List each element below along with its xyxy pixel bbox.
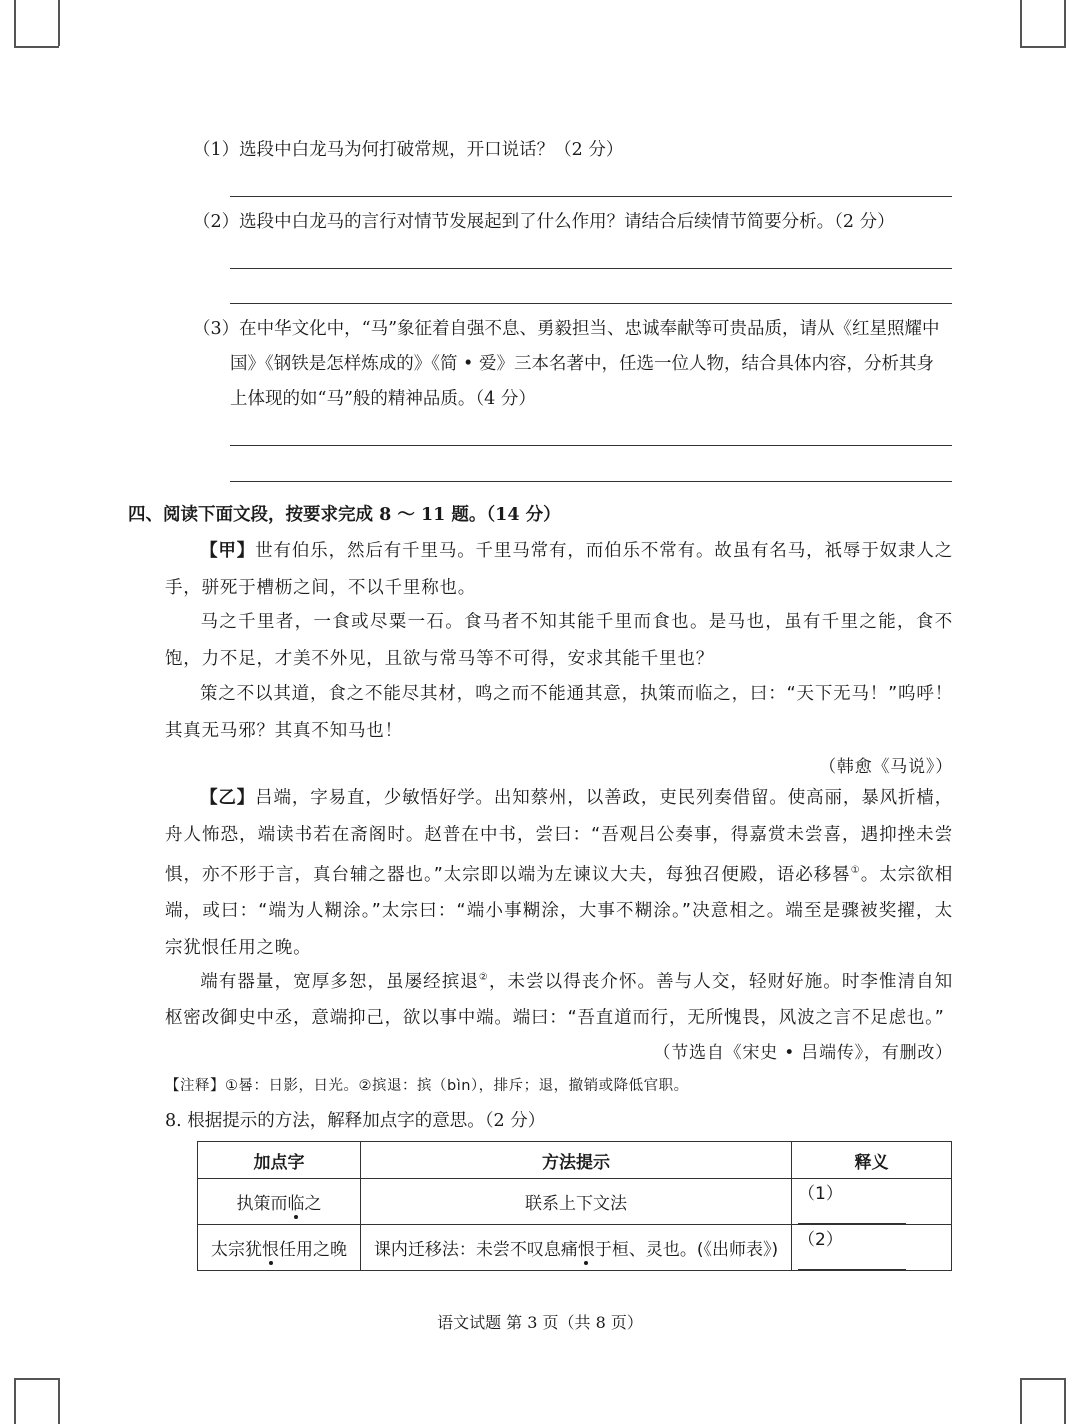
answer-line-3b[interactable] — [230, 481, 952, 482]
table-row — [198, 1179, 952, 1225]
dotted-char: 临 — [288, 1189, 305, 1214]
answer-blank-1[interactable] — [798, 1205, 906, 1224]
answer-line-3a[interactable] — [230, 445, 952, 446]
question-8-title: 8. 根据提示的方法，解释加点字的意思。（2 分） — [165, 1111, 546, 1131]
footnote-ref-1: ① — [850, 865, 861, 876]
question-3-line3: 上体现的如“马”般的精神品质。（4 分） — [230, 389, 536, 409]
passage-yi-p1: 【乙】吕端，字易直，少敏悟好学。出知蔡州，以善政，吏民列奏借留。使高丽，暴风折樯，舟人怖恐，端读书若在斋阁时。赵普在中书，尝曰：“吾观吕公奏事，得嘉赏未尝喜，遇抑挫未尝惧，亦不形于言，真台辅之器也。”太宗即以端为左谏议大夫，每独召便殿，语必移晷①。太宗欲相端，或曰：“端为人糊涂。”太宗曰：“端小事糊涂，大事不糊涂。”决意相之。端至是骤被奖擢，太宗犹恨任用之晚。 — [165, 788, 954, 958]
question-1: （1）选段中白龙马为何打破常规，开口说话？（2 分） — [193, 140, 624, 160]
crop-mark-top-right-v2 — [1064, 0, 1066, 46]
crop-mark-bottom-left-v — [58, 1378, 60, 1424]
passage-jia-p2: 马之千里者，一食或尽粟一石。食马者不知其能千里而食也。是马也，虽有千里之能，食不饱，力不足，才美不外见，且欲与常马等不可得，安求其能千里也？ — [165, 612, 953, 669]
row1-method: 联系上下文法 — [361, 1179, 792, 1225]
answer-blank-2[interactable] — [798, 1251, 906, 1270]
answer-line-1[interactable] — [230, 196, 952, 197]
crop-mark-top-left-v2 — [14, 0, 16, 46]
header-word: 加点字 — [198, 1142, 361, 1179]
page-footer: 语文试题 第 3 页（共 8 页） — [437, 1313, 643, 1332]
passage-yi-p2: 端有器量，宽厚多恕，虽屡经摈退②，未尝以得丧介怀。善与人交，轻财好施。时李惟清自知枢密改御史中丞，意端抑己，欲以事中端。端曰：“吾直道而行，无所愧畏，风波之言不足虑也。” — [165, 971, 954, 1029]
annotation-note: 【注释】①晷：日影，日光。②摈退：摈（bìn），排斥；退，撤销或降低官职。 — [165, 1078, 689, 1094]
passage-jia-source: （韩愈《马说》） — [819, 757, 953, 777]
row1-word: 执策而临之 — [198, 1179, 361, 1225]
question-3: （3）在中华文化中，“马”象征着自强不息、勇毅担当、忠诚奉献等可贵品质，请从《红星照耀中 — [193, 319, 940, 339]
passage-jia-p1: 【甲】世有伯乐，然后有千里马。千里马常有，而伯乐不常有。故虽有名马，祇辱于奴隶人之手，骈死于槽枥之间，不以千里称也。 — [165, 541, 953, 598]
table-row — [198, 1225, 952, 1271]
question-8-table — [197, 1141, 952, 1271]
crop-mark-bottom-right-v — [1020, 1378, 1022, 1424]
question-3-line2: 国》《钢铁是怎样炼成的》《简 • 爱》三本名著中，任选一位人物，结合具体内容，分析其身 — [230, 354, 934, 374]
crop-mark-bottom-left-v2 — [14, 1378, 16, 1424]
dotted-char: 恨 — [578, 1235, 595, 1260]
crop-mark-top-right-v — [1020, 0, 1022, 46]
row2-word: 太宗犹恨任用之晚 — [198, 1225, 361, 1271]
crop-mark-top-right-h — [1020, 46, 1066, 48]
crop-mark-bottom-right-h — [1020, 1378, 1066, 1380]
passage-jia-label: 【甲】 — [200, 541, 256, 561]
passage-yi-source: （节选自《宋史 • 吕端传》，有删改） — [653, 1043, 953, 1063]
row2-answer[interactable]: （2） — [792, 1225, 952, 1271]
footnote-ref-2: ② — [478, 972, 489, 983]
header-method: 方法提示 — [361, 1142, 792, 1179]
answer-line-2b[interactable] — [230, 303, 952, 304]
crop-mark-top-left-h — [14, 46, 59, 48]
crop-mark-top-left-v — [58, 0, 60, 46]
table-header-row — [198, 1142, 952, 1179]
row1-answer[interactable]: （1） — [792, 1179, 952, 1225]
dotted-char: 恨 — [262, 1235, 279, 1260]
header-meaning: 释义 — [792, 1142, 952, 1179]
section-heading: 四、阅读下面文段，按要求完成 8 ～ 11 题。（14 分） — [128, 505, 561, 525]
question-2: （2）选段中白龙马的言行对情节发展起到了什么作用？请结合后续情节简要分析。（2 分） — [193, 212, 895, 232]
passage-jia-p3: 策之不以其道，食之不能尽其材，鸣之而不能通其意，执策而临之，曰：“天下无马！”呜呼！其真无马邪？其真不知马也！ — [165, 684, 953, 741]
crop-mark-bottom-right-v2 — [1064, 1378, 1066, 1424]
row2-method: 课内迁移法：未尝不叹息痛恨于桓、灵也。(《出师表》) — [361, 1225, 792, 1271]
passage-yi-label: 【乙】 — [200, 788, 256, 808]
crop-mark-bottom-left-h — [14, 1378, 59, 1380]
answer-line-2a[interactable] — [230, 268, 952, 269]
